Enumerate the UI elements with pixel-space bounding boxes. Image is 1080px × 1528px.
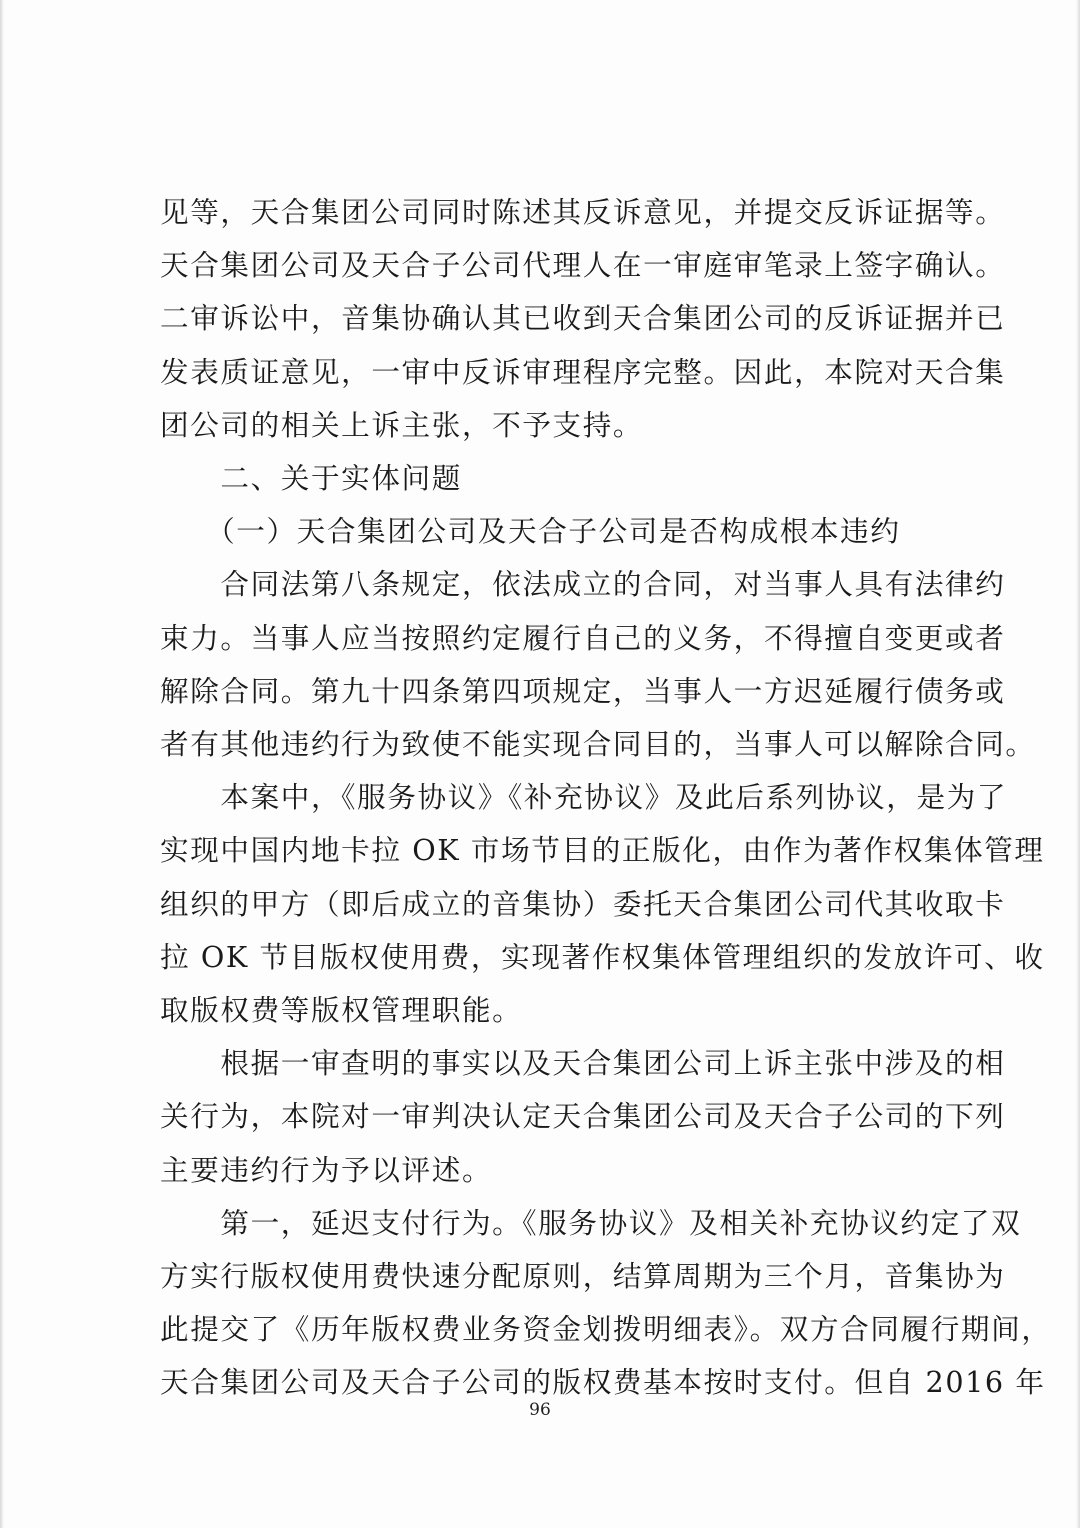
text-line: 第一，延迟支付行为。《服务协议》及相关补充协议约定了双	[160, 1205, 1022, 1240]
text-line: 根据一审查明的事实以及天合集团公司上诉主张中涉及的相	[160, 1046, 1006, 1081]
text-line: （一）天合集团公司及天合子公司是否构成根本违约	[160, 514, 901, 549]
text-line: 二审诉讼中，音集协确认其已收到天合集团公司的反诉证据并已	[160, 301, 1006, 336]
text-line: 者有其他违约行为致使不能实现合同目的，当事人可以解除合同。	[160, 727, 1036, 762]
text-line: 方实行版权使用费快速分配原则，结算周期为三个月，音集协为	[160, 1259, 1006, 1294]
scan-shadow-left	[0, 0, 4, 1528]
document-body	[160, 186, 1052, 1410]
text-line: 关行为，本院对一审判决认定天合集团公司及天合子公司的下列	[160, 1099, 1006, 1134]
page-number: 96	[529, 1400, 551, 1420]
text-line: 见等，天合集团公司同时陈述其反诉意见，并提交反诉证据等。	[160, 195, 1006, 229]
paragraph	[160, 1037, 1006, 1197]
text-line: 团公司的相关上诉主张，不予支持。	[160, 407, 644, 442]
text-line: 天合集团公司及天合子公司代理人在一审庭审笔录上签字确认。	[160, 248, 1006, 283]
text-line: 取版权费等版权管理职能。	[160, 993, 523, 1028]
text-line: 组织的甲方（即后成立的音集协）委托天合集团公司代其收取卡	[160, 886, 1006, 921]
text-line: 本案中，《服务协议》《补充协议》及此后系列协议，是为了	[160, 780, 1008, 815]
paragraph	[160, 505, 960, 558]
text-line: 束力。当事人应当按照约定履行自己的义务，不得擅自变更或者	[160, 620, 1006, 655]
text-line: 解除合同。第九十四条第四项规定，当事人一方迟延履行债务或	[160, 673, 1006, 708]
paragraph	[160, 186, 1006, 452]
text-line: 拉 OK 节目版权使用费，实现著作权集体管理组织的发放许可、收	[160, 939, 1045, 974]
text-line: 发表质证意见，一审中反诉审理程序完整。因此，本院对天合集	[160, 354, 1006, 389]
text-line: 实现中国内地卡拉 OK 市场节目的正版化，由作为著作权集体管理	[160, 833, 1045, 868]
text-line: 主要违约行为予以评述。	[160, 1152, 493, 1187]
paragraph	[160, 1197, 1052, 1410]
paragraph	[160, 558, 1036, 771]
text-line: 天合集团公司及天合子公司的版权费基本按时支付。但自 2016 年	[160, 1365, 1046, 1400]
scan-shadow-right	[1076, 0, 1080, 1528]
paragraph	[160, 771, 1045, 1037]
text-line: 此提交了《历年版权费业务资金划拨明细表》。双方合同履行期间，	[160, 1312, 1052, 1347]
paragraph	[160, 452, 960, 505]
text-line: 二、关于实体问题	[160, 461, 462, 496]
text-line: 合同法第八条规定，依法成立的合同，对当事人具有法律约	[160, 567, 1006, 602]
